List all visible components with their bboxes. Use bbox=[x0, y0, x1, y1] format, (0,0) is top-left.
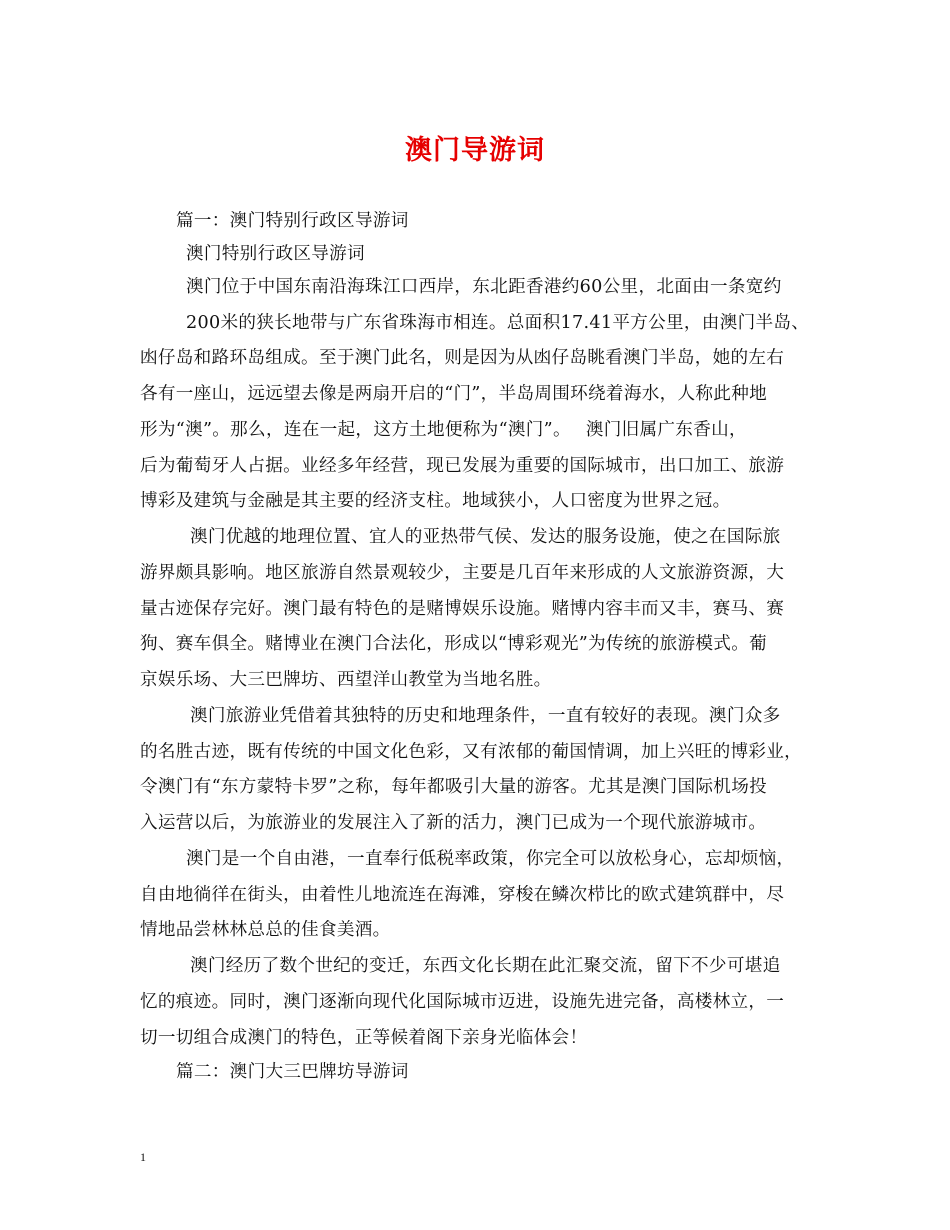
text-line: 篇二：澳门大三巴牌坊导游词 bbox=[176, 1062, 409, 1082]
text-line: 博彩及建筑与金融是其主要的经济支柱。地域狭小，人口密度为世界之冠。 bbox=[140, 491, 731, 511]
text-line: 澳门经历了数个世纪的变迁，东西文化长期在此汇聚交流，留下不少可堪追 bbox=[190, 956, 781, 976]
text-line: 澳门旅游业凭借着其独特的历史和地理条件，一直有较好的表现。澳门众多 bbox=[190, 706, 781, 726]
text-line: 澳门特别行政区导游词 bbox=[186, 244, 365, 264]
text-line: 量古迹保存完好。澳门最有特色的是赌博娱乐设施。赌博内容丰而又丰，赛马、赛 bbox=[140, 599, 785, 619]
text-line: 的名胜古迹，既有传统的中国文化色彩，又有浓郁的葡国情调，加上兴旺的博彩业， bbox=[140, 742, 803, 762]
page-number: 1 bbox=[140, 1150, 146, 1164]
text-line: 凼仔岛和路环岛组成。至于澳门此名，则是因为从凼仔岛眺看澳门半岛，她的左右 bbox=[140, 348, 785, 368]
text-line: 各有一座山，远远望去像是两扇开启的“门”，半岛周围环绕着海水，人称此种地 bbox=[140, 384, 767, 404]
document-title: 澳门导游词 bbox=[405, 135, 545, 166]
text-line: 澳门优越的地理位置、宜人的亚热带气侯、发达的服务设施，使之在国际旅 bbox=[190, 527, 781, 547]
text-line: 情地品尝林林总总的佳食美酒。 bbox=[140, 920, 391, 940]
text-line: 形为“澳”。那么，连在一起，这方土地便称为“澳门”。 澳门旧属广东香山， bbox=[140, 420, 747, 440]
text-line: 游界颇具影响。地区旅游自然景观较少，主要是几百年来形成的人文旅游资源，大 bbox=[140, 563, 785, 583]
text-line: 自由地徜徉在街头，由着性儿地流连在海滩，穿梭在鳞次栉比的欧式建筑群中，尽 bbox=[140, 885, 785, 905]
text-line: 切一切组合成澳门的特色，正等候着阁下亲身光临体会！ bbox=[140, 1028, 588, 1048]
text-line: 忆的痕迹。同时，澳门逐渐向现代化国际城市迈进，设施先进完备，高楼林立，一 bbox=[140, 992, 785, 1012]
text-line: 澳门位于中国东南沿海珠江口西岸，东北距香港约60公里，北面由一条宽约 bbox=[186, 277, 782, 297]
text-line: 令澳门有“东方蒙特卡罗”之称，每年都吸引大量的游客。尤其是澳门国际机场投 bbox=[140, 777, 767, 797]
text-line: 200米的狭长地带与广东省珠海市相连。总面积17.41平方公里，由澳门半岛、 bbox=[186, 313, 810, 333]
text-line: 篇一：澳门特别行政区导游词 bbox=[176, 211, 409, 231]
text-line: 京娱乐场、大三巴牌坊、西望洋山教堂为当地名胜。 bbox=[140, 670, 552, 690]
text-line: 澳门是一个自由港，一直奉行低税率政策，你完全可以放松身心，忘却烦恼， bbox=[186, 849, 795, 869]
text-line: 后为葡萄牙人占据。业经多年经营，现已发展为重要的国际城市，出口加工、旅游 bbox=[140, 456, 785, 476]
text-line: 狗、赛车俱全。赌博业在澳门合法化，形成以“博彩观光”为传统的旅游模式。葡 bbox=[140, 634, 767, 654]
text-line: 入运营以后，为旅游业的发展注入了新的活力，澳门已成为一个现代旅游城市。 bbox=[140, 813, 767, 833]
